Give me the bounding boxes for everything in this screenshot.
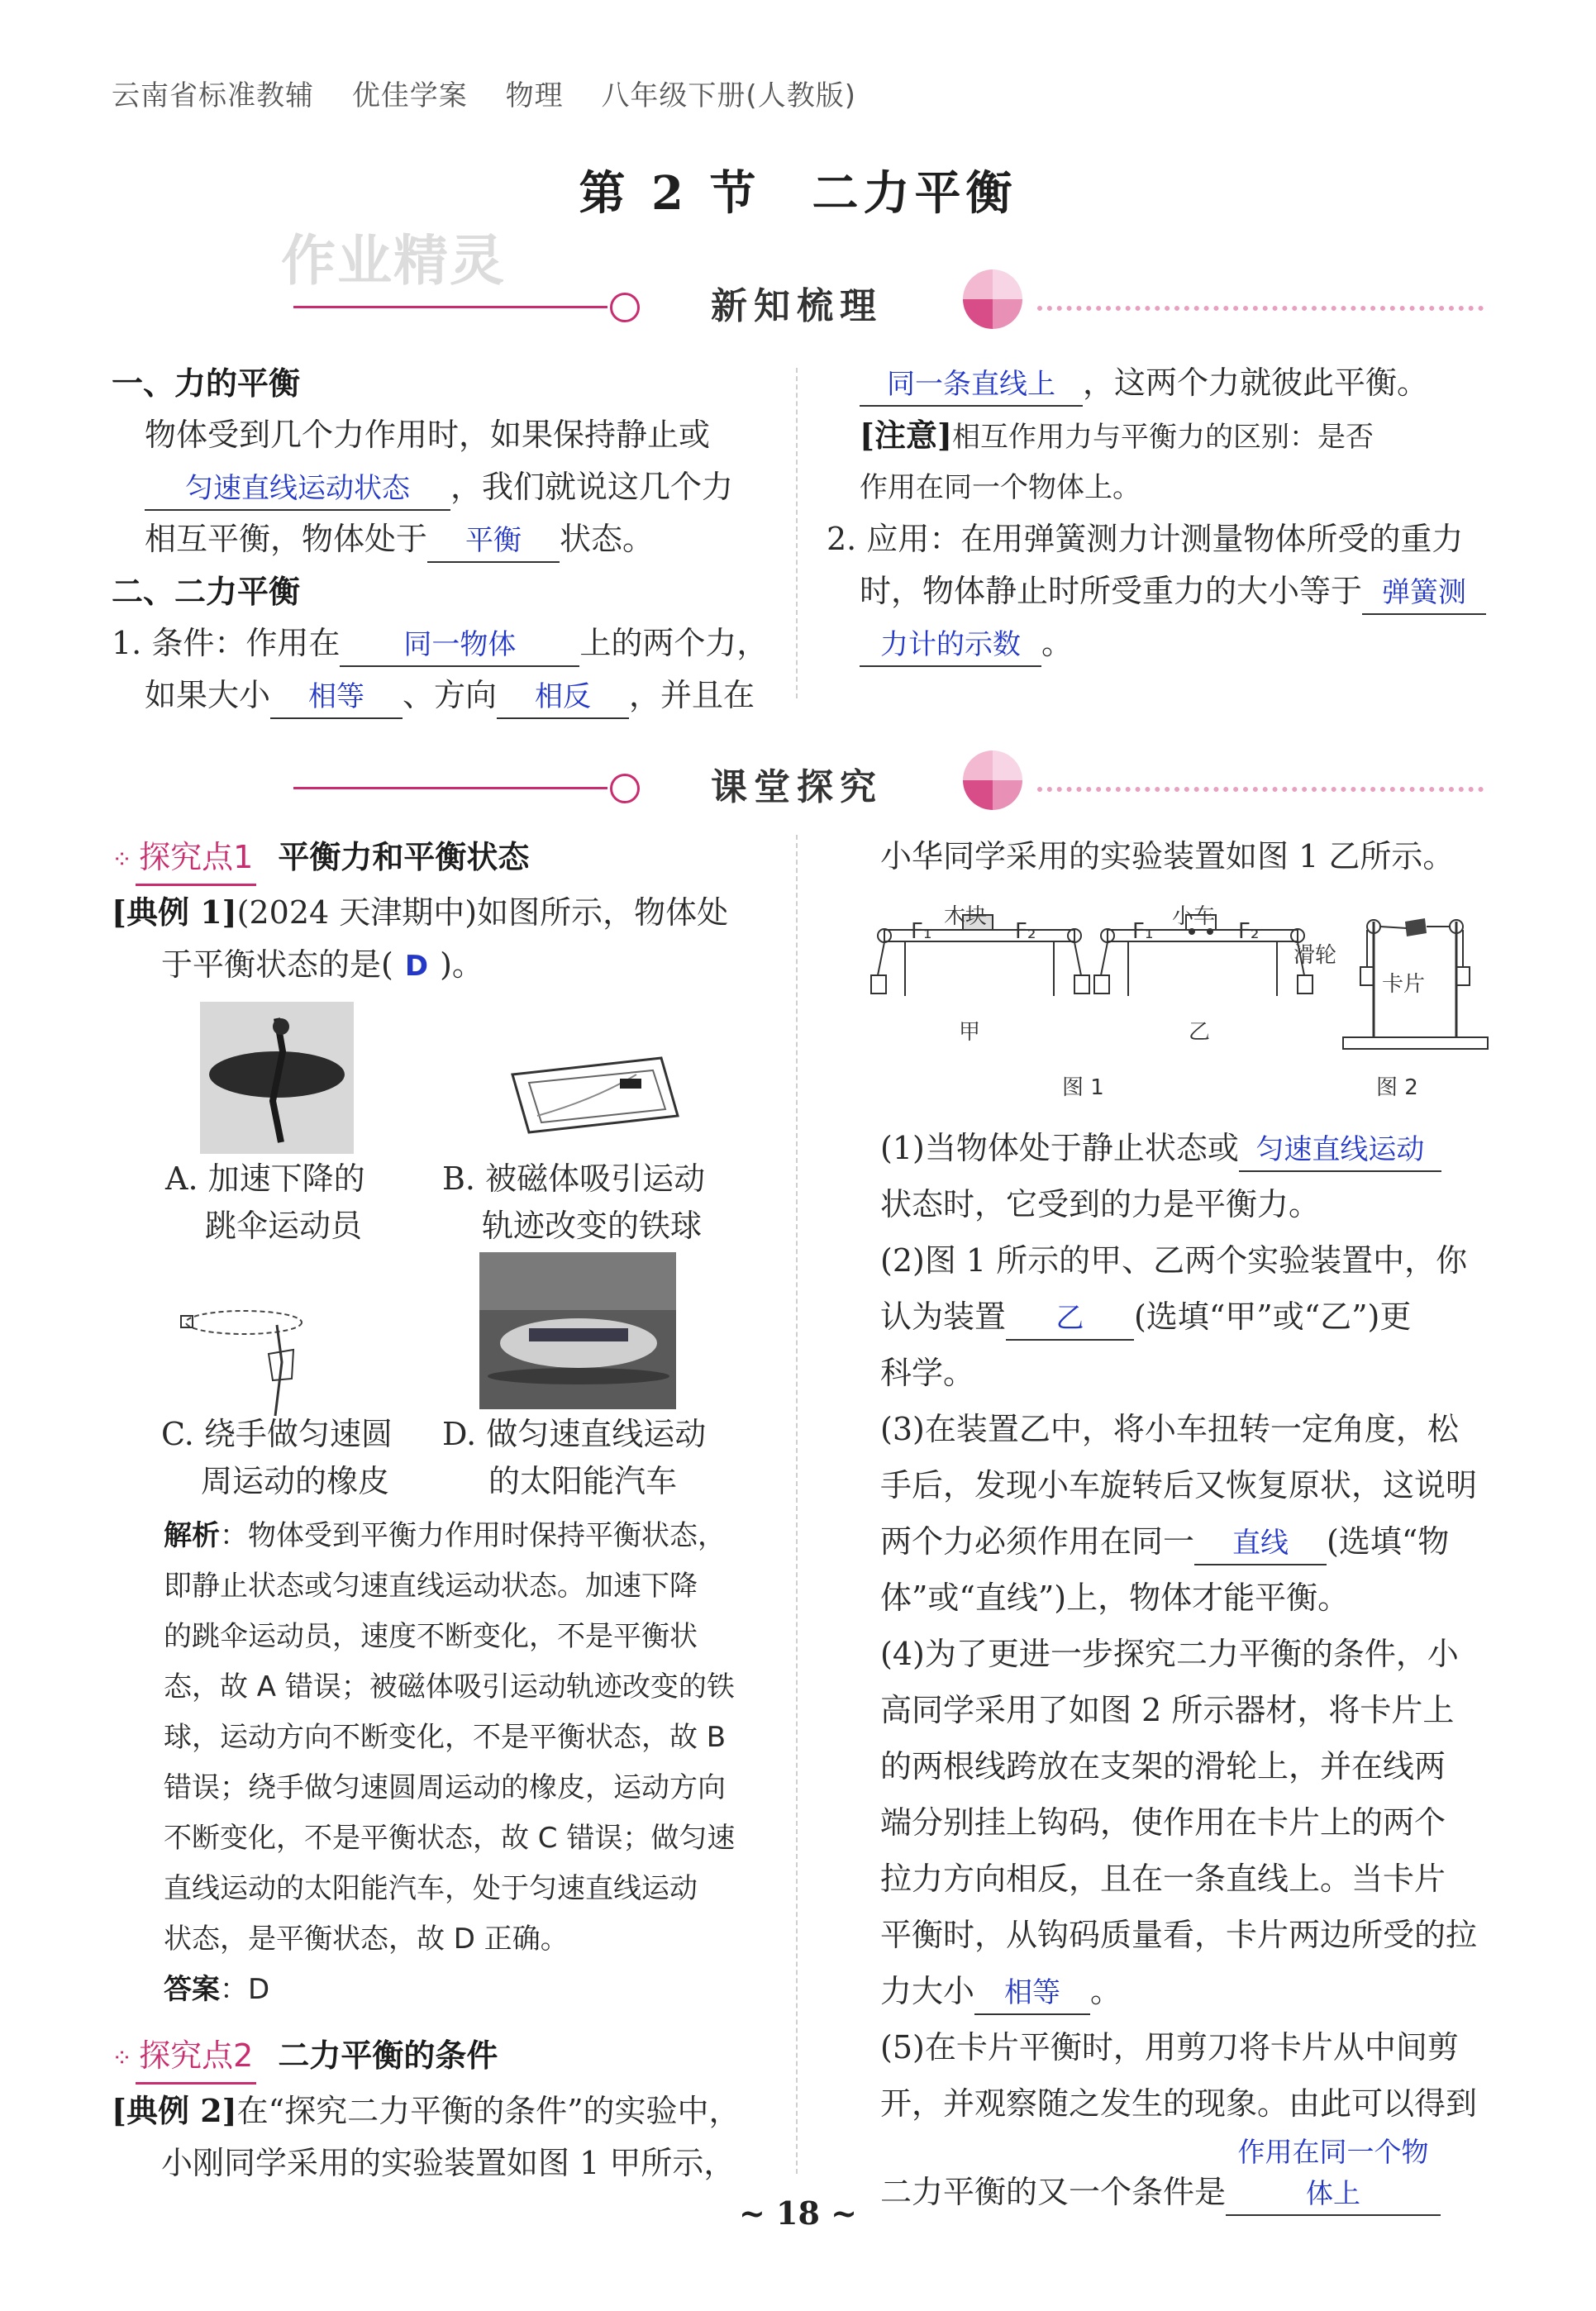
- answer-blank: 相反: [497, 676, 629, 719]
- label-block: 木块: [944, 904, 988, 929]
- label-card: 卡片: [1382, 972, 1426, 997]
- inquiry-heading: 平衡力和平衡状态: [278, 838, 530, 875]
- solar-car-image: [479, 1252, 676, 1409]
- answer-blank: 平衡: [427, 520, 560, 563]
- magnifier-icon: [610, 293, 640, 322]
- option-c: C. 绕手做匀速圆 周运动的橡皮: [161, 1416, 393, 1499]
- label-pulley: 滑轮: [1293, 943, 1337, 968]
- magnifier-icon: [610, 774, 640, 803]
- inquiry-2-questions: (1)当物体处于静止状态或 匀速直线运动 状态时，它受到的力是平衡力。 (2)图 1 所示的甲、乙两个实验装置中，你 认为装置 乙 (选填“甲”或“乙”)更 科学。 (3)在装置乙中，将小车扭转一定角度，松 手后，发现小车旋转后又恢复原状，这说明 两个力必须作用在同一 直线 (选填“物 体”或“直线”)上，物体才能平衡。 (4)为了更进一步探究二力平衡的条件，小 高同学采用了如图 2 所示器材，将卡片上 的两根线跨放在支架的滑轮上，并在线两 端分别挂上钩码，使作用在卡片上的两个 拉力方向相反，且在一条直线上。当卡片 平衡时，从钩码质量看，卡片两边所受的拉 力大小 相等 。 (5)在卡片平衡时，用剪刀将卡片从中间剪 开，并观察随之发生的现象。由此可以得到 二力平衡的又一个条件是作用在同一个物体上: [880, 1120, 1541, 2220]
- label-f1: F₁: [1132, 919, 1154, 944]
- option-b: B. 被磁体吸引运动 轨迹改变的铁球: [442, 1160, 706, 1244]
- text-line: 1. 条件：作用在 同一物体 上的两个力，: [112, 617, 773, 669]
- banner-new-knowledge: [0, 263, 1596, 337]
- example-text: [典例 2]在“探究二力平衡的条件”的实验中，: [112, 2092, 741, 2129]
- example-text: [典例 1](2024 天津期中)如图所示，物体处: [112, 893, 729, 931]
- text-line: 如果大小 相等 、方向 相反 ，并且在: [112, 669, 773, 722]
- example-text: 小刚同学采用的实验装置如图 1 甲所示，: [161, 2145, 736, 2181]
- answer-blank: 相等: [974, 1972, 1090, 2015]
- section-heading: 一、力的平衡: [112, 365, 301, 402]
- parachute-image: [200, 1002, 354, 1154]
- banner-title: 新知梳理: [711, 285, 883, 327]
- label-jia: 甲: [959, 1020, 981, 1045]
- answer-blank: 直线: [1194, 1522, 1327, 1565]
- watermark: 作业精灵: [281, 229, 506, 293]
- note-line: 作用在同一个物体上。: [860, 471, 1141, 504]
- answer-blank: 乙: [1006, 1298, 1134, 1341]
- text-line: 时，物体静止时所受重力的大小等于 弹簧测: [827, 565, 1488, 617]
- inquiry-tag: 探究点1: [136, 831, 256, 886]
- answer-blank: 弹簧测: [1362, 572, 1486, 615]
- label-f2: F₂: [1015, 919, 1036, 944]
- text-line: 匀速直线运动状态 ，我们就说这几个力: [112, 461, 773, 513]
- answer-blank: 同一条直线上: [860, 364, 1083, 407]
- answer-choice: D: [404, 950, 429, 983]
- book-header: [112, 73, 884, 113]
- inquiry-1: ⁘ 探究点1 平衡力和平衡状态 [典例 1](2024 天津期中)如图所示，物体处 于平衡状态的是( D )。: [112, 831, 773, 993]
- question-2: (2)图 1 所示的甲、乙两个实验装置中，你: [880, 1242, 1468, 1279]
- option-a: A. 加速下降的 跳伞运动员: [165, 1160, 365, 1244]
- header-subject: 物理: [505, 79, 564, 112]
- label-f1: F₁: [911, 919, 932, 944]
- analysis-block: 解析：物体受到平衡力作用时保持平衡状态， 即静止状态或匀速直线运动状态。加速下降 的跳伞运动员，速度不断变化，不是平衡状 态，故 A 错误；被磁体吸引运动轨迹改变的铁 球，运动方向不断变化，不是平衡状态，故 B 错误；绕手做匀速圆周运动的橡皮，运动方向 不断变化，不是平衡状态，故 C 错误；做匀速 直线运动的太阳能汽车，处于匀速直线运动 状态，是平衡状态，故 D 正确。 答案：D: [164, 1519, 736, 2006]
- text-line: 物体受到几个力作用时，如果保持静止或: [145, 417, 711, 453]
- question-3: (3)在装置乙中，将小车扭转一定角度，松: [880, 1411, 1459, 1447]
- knowledge-left: [112, 357, 773, 722]
- label-yi: 乙: [1189, 1020, 1211, 1045]
- question-4: (4)为了更进一步探究二力平衡的条件，小: [880, 1636, 1459, 1672]
- circular-motion-image: [178, 1304, 310, 1420]
- note-line: [注意]相互作用力与平衡力的区别：是否: [860, 417, 1374, 454]
- example-text: 于平衡状态的是( D )。: [161, 946, 484, 983]
- inquiry-heading: 二力平衡的条件: [278, 2037, 498, 2074]
- text-line: 力计的示数 。: [827, 617, 1488, 669]
- inquiry-2: ⁘ 探究点2 二力平衡的条件 [典例 2]在“探究二力平衡的条件”的实验中， 小刚同学采用的实验装置如图 1 甲所示，: [112, 2029, 773, 2189]
- banner-class-inquiry: [0, 744, 1596, 818]
- column-divider: [796, 368, 798, 698]
- answer-blank: 同一物体: [340, 624, 579, 667]
- answer-blank: 匀速直线运动状态: [145, 468, 450, 511]
- label-cart: 小车: [1172, 904, 1216, 929]
- option-d: D. 做匀速直线运动 的太阳能汽车: [442, 1416, 707, 1499]
- header-series: 云南省标准教辅: [112, 79, 314, 112]
- column-divider: [796, 835, 798, 2174]
- page-title: 第 2 节 二力平衡: [579, 166, 1017, 221]
- figure-1-caption: 图 1: [1062, 1075, 1104, 1100]
- figure-2-caption: 图 2: [1376, 1075, 1418, 1100]
- knowledge-right: [827, 357, 1488, 669]
- answer-blank: 力计的示数: [860, 624, 1041, 667]
- label-f2: F₂: [1238, 919, 1260, 944]
- text-line: 2. 应用：在用弹簧测力计测量物体所受的重力: [827, 521, 1464, 557]
- inquiry-tag: 探究点2: [136, 2030, 256, 2085]
- fan-icon: [963, 269, 1022, 329]
- answer-blank: 作用在同一个物体上: [1226, 2132, 1441, 2216]
- text-line: 相互平衡，物体处于 平衡 状态。: [112, 513, 773, 565]
- answer-blank: 相等: [270, 676, 403, 719]
- page-number: ~ 18 ~: [738, 2194, 858, 2232]
- question-5: (5)在卡片平衡时，用剪刀将卡片从中间剪: [880, 2029, 1459, 2066]
- section-heading: 二、二力平衡: [112, 573, 301, 610]
- fan-icon: [963, 750, 1022, 810]
- banner-title: 课堂探究: [711, 766, 883, 808]
- header-book: 优佳学案: [351, 79, 468, 112]
- answer-blank: 匀速直线运动: [1239, 1129, 1441, 1172]
- inquiry-2-intro: 小华同学采用的实验装置如图 1 乙所示。: [880, 838, 1455, 874]
- header-grade: 八年级下册(人教版): [601, 79, 856, 112]
- question-1: (1)当物体处于静止状态或 匀速直线运动: [880, 1120, 1541, 1176]
- magnet-track-image: [496, 1050, 686, 1141]
- text-line: 同一条直线上 ，这两个力就彼此平衡。: [827, 357, 1488, 409]
